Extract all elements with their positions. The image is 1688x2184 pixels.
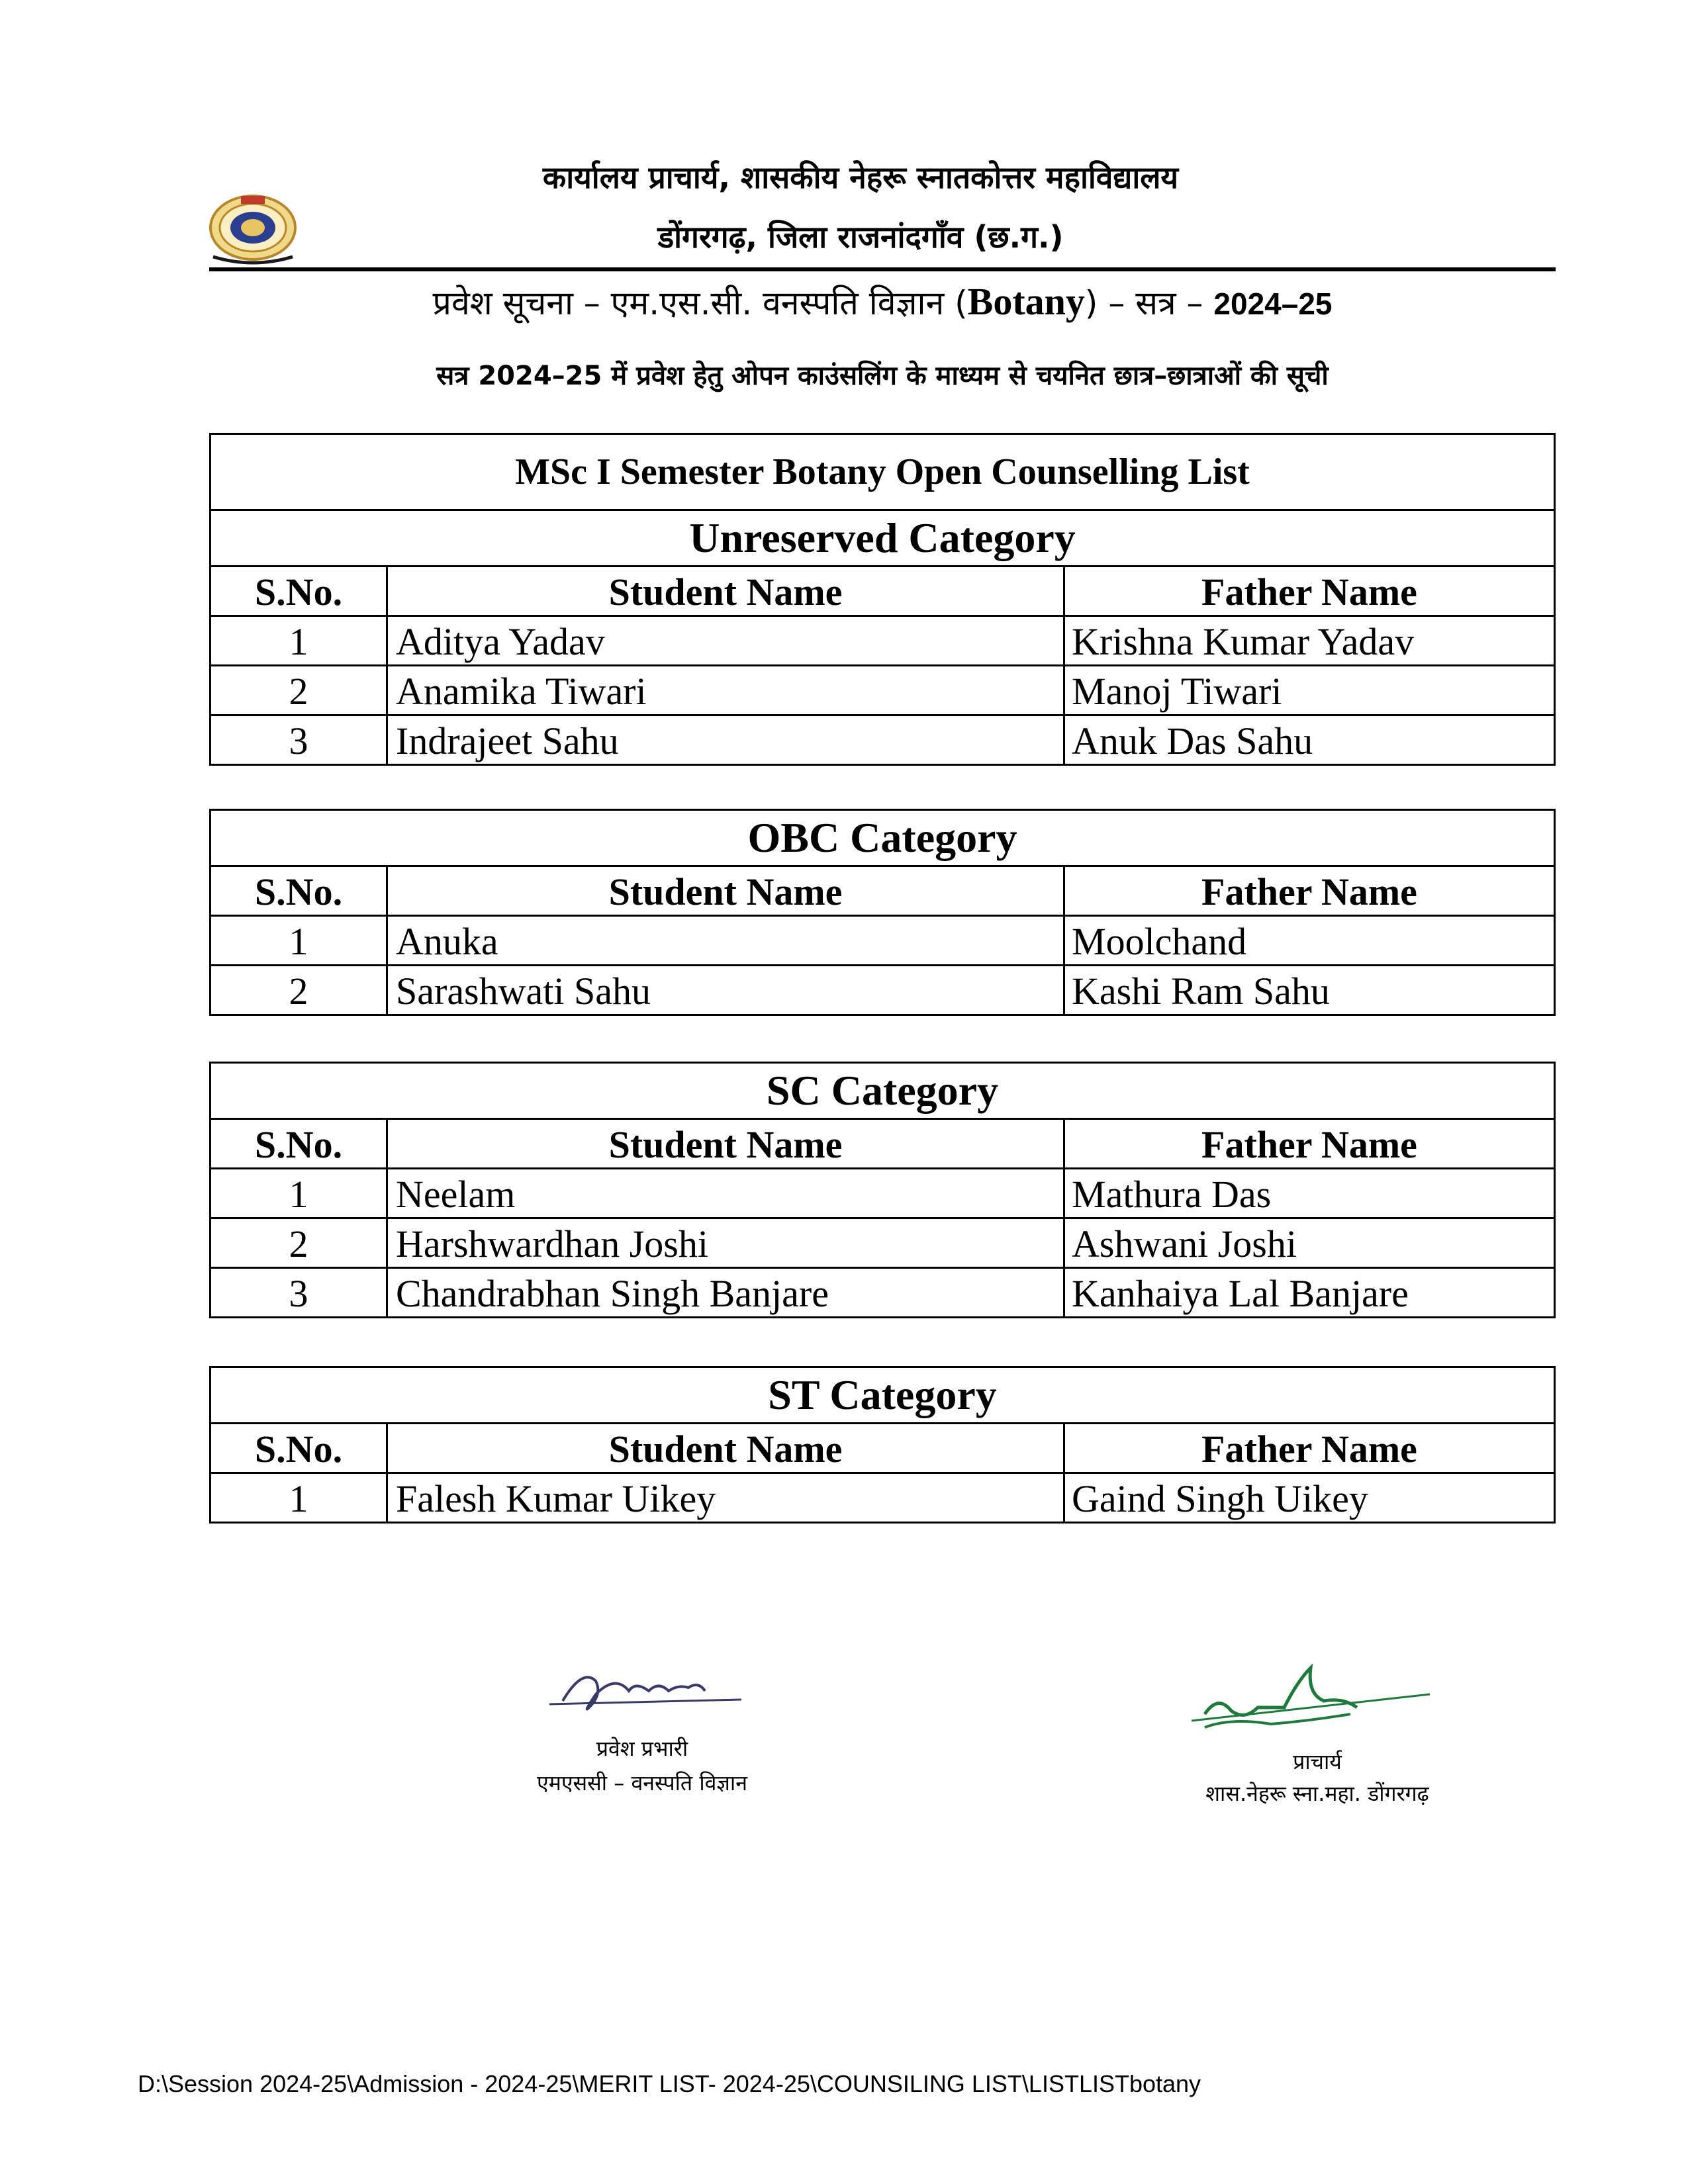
- father-name-cell: Anuk Das Sahu: [1072, 719, 1313, 762]
- student-name-cell: Anuka: [388, 917, 1065, 964]
- student-name-cell: Anamika Tiwari: [388, 666, 1065, 714]
- left-signatory-title: प्रवेश प्रभारी: [596, 1736, 688, 1761]
- category-heading: OBC Category: [747, 814, 1017, 861]
- admission-incharge-signature-icon: [543, 1655, 741, 1727]
- table-header-row: [211, 865, 1554, 915]
- obc-table: [209, 809, 1556, 1016]
- sno-cell: 1: [211, 1474, 388, 1522]
- father-name-cell: Gaind Singh Uikey: [1072, 1477, 1368, 1520]
- table-row: [211, 1267, 1554, 1316]
- student-name-cell: Indrajeet Sahu: [388, 716, 1065, 764]
- column-header-student: Student Name: [388, 1424, 1065, 1472]
- column-header-father: Father Name: [1201, 1428, 1417, 1471]
- table-row: [211, 714, 1554, 764]
- column-header-father: Father Name: [1201, 570, 1417, 614]
- student-name-cell: Sarashwati Sahu: [388, 966, 1065, 1014]
- father-name-cell: Kanhaiya Lal Banjare: [1072, 1272, 1409, 1315]
- column-header-father: Father Name: [1201, 1123, 1417, 1166]
- file-path-footer: D:\Session 2024-25\Admission - 2024-25\MERIT LIST- 2024-25\COUNSILING LIST\LISTLISTbotany: [138, 2070, 1201, 2097]
- column-header-sno: S.No.: [211, 867, 388, 915]
- list-title: MSc I Semester Botany Open Counselling List: [515, 451, 1250, 492]
- table-header-row: [211, 1118, 1554, 1167]
- student-name-cell: Neelam: [388, 1169, 1065, 1217]
- table-row: [211, 915, 1554, 964]
- notice-middle: ) – सत्र –: [1084, 284, 1214, 322]
- principal-signature-icon: [1192, 1655, 1443, 1747]
- header-divider: [209, 267, 1556, 271]
- college-logo-icon: [207, 191, 299, 267]
- list-description: सत्र 2024–25 में प्रवेश हेतु ओपन काउंसलिंग के माध्यम से चयनित छात्र–छात्राओं की सूची: [436, 361, 1329, 391]
- father-name-cell: Manoj Tiwari: [1072, 670, 1282, 713]
- unreserved-table: [209, 433, 1556, 766]
- sno-cell: 1: [211, 917, 388, 964]
- sno-cell: 3: [211, 716, 388, 764]
- category-heading: Unreserved Category: [211, 509, 1554, 565]
- sno-cell: 2: [211, 1219, 388, 1267]
- table-row: [211, 664, 1554, 714]
- right-signatory-subtitle: शास.नेहरू स्ना.महा. डोंगरगढ़: [1205, 1781, 1429, 1806]
- table-row: [211, 615, 1554, 664]
- student-name-cell: Chandrabhan Singh Banjare: [388, 1269, 1065, 1316]
- sc-table: [209, 1062, 1556, 1318]
- table-row: [211, 1472, 1554, 1522]
- column-header-student: Student Name: [388, 1120, 1065, 1167]
- column-header-sno: S.No.: [211, 567, 388, 615]
- left-signatory-subtitle: एमएससी – वनस्पति विज्ञान: [537, 1770, 747, 1796]
- right-signatory-title: प्राचार्य: [1293, 1749, 1342, 1774]
- category-heading: ST Category: [768, 1371, 997, 1418]
- column-header-student: Student Name: [388, 567, 1065, 615]
- st-table: [209, 1366, 1556, 1524]
- father-name-cell: Kashi Ram Sahu: [1072, 970, 1330, 1013]
- father-name-cell: Krishna Kumar Yadav: [1072, 620, 1415, 663]
- column-header-sno: S.No.: [211, 1120, 388, 1167]
- column-header-father: Father Name: [1201, 870, 1417, 913]
- table-row: [211, 1167, 1554, 1217]
- table-header-row: [211, 1422, 1554, 1472]
- table-row: [211, 1217, 1554, 1267]
- column-header-sno: S.No.: [211, 1424, 388, 1472]
- father-name-cell: Moolchand: [1072, 920, 1247, 963]
- sno-cell: 2: [211, 966, 388, 1014]
- office-location: डोंगरगढ़, जिला राजनांदगाँव (छ.ग.): [657, 219, 1064, 255]
- notice-session: 2024–25: [1213, 287, 1333, 321]
- sno-cell: 2: [211, 666, 388, 714]
- table-row: [211, 964, 1554, 1014]
- notice-prefix: प्रवेश सूचना – एम.एस.सी. वनस्पति विज्ञान (: [432, 284, 968, 322]
- student-name-cell: Falesh Kumar Uikey: [388, 1474, 1065, 1522]
- admission-notice-heading: [209, 278, 1556, 328]
- father-name-cell: Ashwani Joshi: [1072, 1222, 1297, 1265]
- column-header-student: Student Name: [388, 867, 1065, 915]
- notice-subject: Botany: [967, 280, 1085, 323]
- student-name-cell: Harshwardhan Joshi: [388, 1219, 1065, 1267]
- table-header-row: [211, 565, 1554, 615]
- father-name-cell: Mathura Das: [1072, 1173, 1272, 1216]
- sno-cell: 1: [211, 617, 388, 664]
- category-heading: SC Category: [766, 1067, 999, 1114]
- sno-cell: 1: [211, 1169, 388, 1217]
- student-name-cell: Aditya Yadav: [388, 617, 1065, 664]
- office-header: कार्यालय प्राचार्य, शासकीय नेहरू स्नातकोत्तर महाविद्यालय: [542, 159, 1179, 195]
- sno-cell: 3: [211, 1269, 388, 1316]
